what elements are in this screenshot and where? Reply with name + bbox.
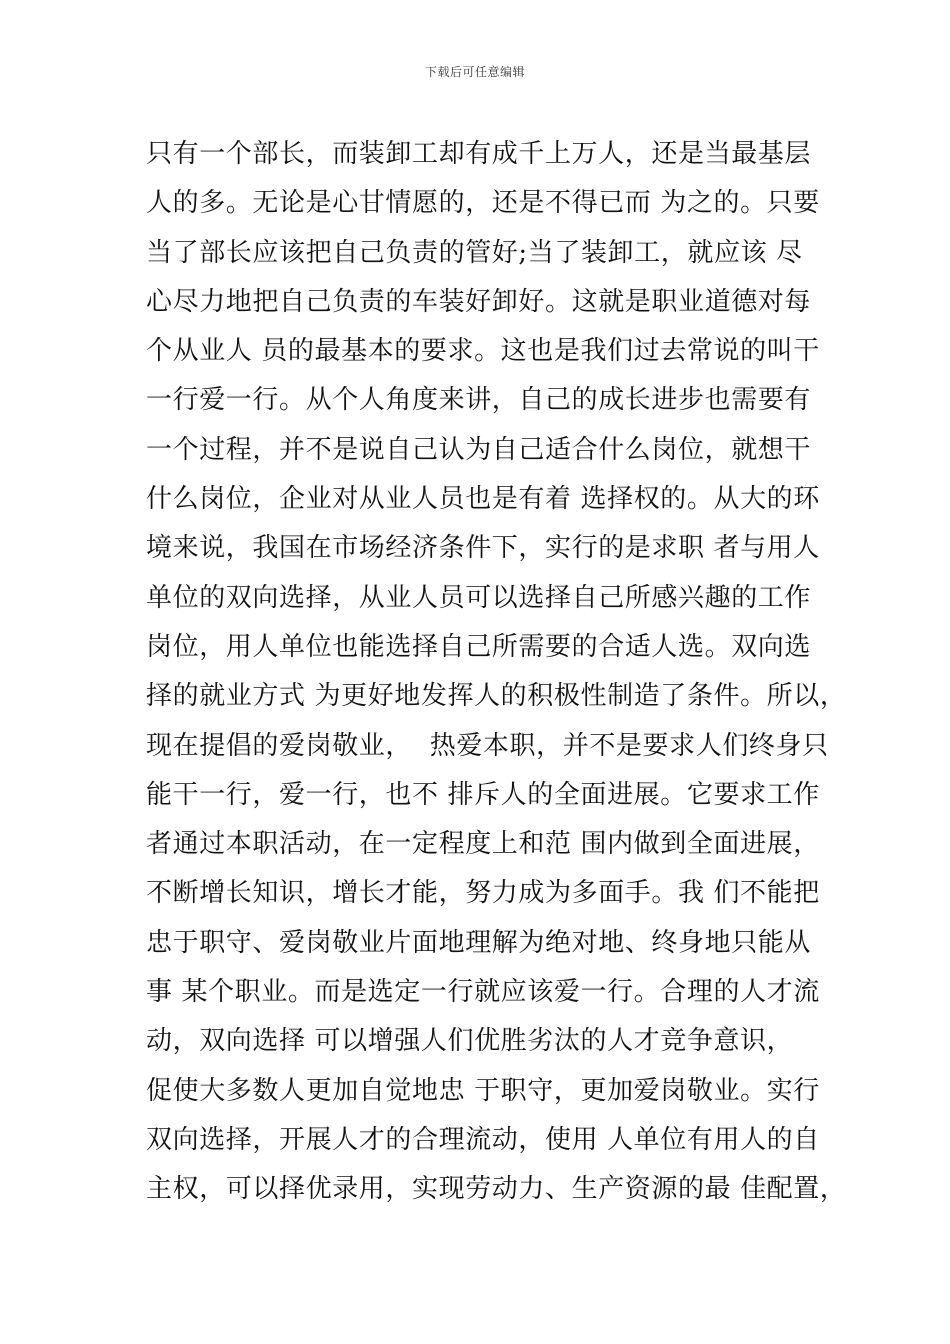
body-line: 个从业人 员的最基本的要求。这也是我们过去常说的叫干 <box>146 336 820 367</box>
body-line: 双向选择，开展人才的合理流动，使用 人单位有用人的自 <box>146 1124 820 1155</box>
body-line: 心尽力地把自己负责的车装好卸好。这就是职业道德对每 <box>146 286 812 317</box>
body-line: 一个过程，并不是说自己认为自己适合什么岗位，就想干 <box>146 434 812 465</box>
header-note: 下载后可任意编辑 <box>424 65 525 79</box>
body-line: 能干一行，爱一行，也不 排斥人的全面进展。它要求工作 <box>146 779 820 810</box>
body-line: 促使大多数人更加自觉地忠 于职守，更加爱岗敬业。实行 <box>146 1075 820 1106</box>
body-line: 只有一个部长，而装卸工却有成千上万人，还是当最基层 <box>146 139 812 169</box>
body-line: 现在提倡的爱岗敬业， 热爱本职，并不是要求人们终身只 <box>146 730 829 761</box>
body-line: 什么岗位，企业对从业人员也是有着 选择权的。从大的环 <box>146 484 820 515</box>
body-line: 者通过本职活动，在一定程度上和范 围内做到全面进展， <box>146 829 820 860</box>
body-line: 不断增长知识，增长才能，努力成为多面手。我 们不能把 <box>146 878 820 909</box>
body-line: 人的多。无论是心甘情愿的，还是不得已而 为之的。只要 <box>146 188 820 219</box>
body-line: 境来说，我国在市场经济条件下，实行的是求职 者与用人 <box>146 533 820 564</box>
body-line: 择的就业方式 为更好地发挥人的积极性制造了条件。所以， <box>146 681 847 712</box>
body-line: 当了部长应该把自己负责的管好;当了装卸工，就应该 尽 <box>146 237 803 268</box>
body-line: 岗位，用人单位也能选择自己所需要的合适人选。双向选 <box>146 631 812 662</box>
body-line: 一行爱一行。从个人角度来讲，自己的成长进步也需要有 <box>146 385 812 416</box>
body-line: 忠于职守、爱岗敬业片面地理解为绝对地、终身地只能从 <box>146 927 812 958</box>
body-line: 事 某个职业。而是选定一行就应该爱一行。合理的人才流 <box>146 977 820 1008</box>
document-body <box>146 130 847 1215</box>
body-line: 动，双向选择 可以增强人们优胜劣汰的人才竞争意识， <box>146 1026 794 1057</box>
body-line: 主权，可以择优录用，实现劳动力、生产资源的最 佳配置， <box>146 1174 847 1205</box>
body-line: 单位的双向选择，从业人员可以选择自己所感兴趣的工作 <box>146 582 812 613</box>
